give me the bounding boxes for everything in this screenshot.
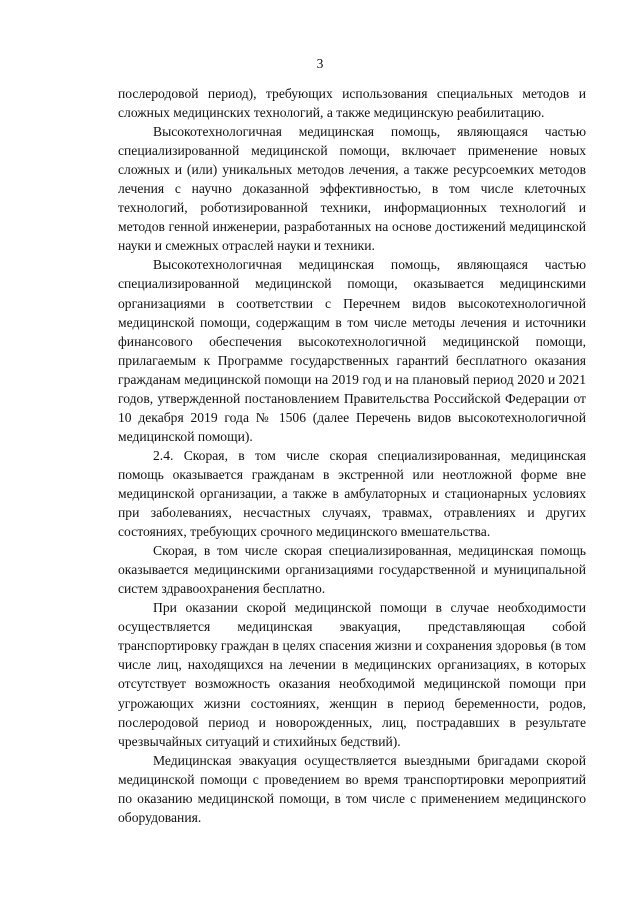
- paragraph-evacuation-teams: Медицинская эвакуация осуществляется выездными бригадами скорой медицинской помощи с проведением во время транспортировки мероприятий по оказанию медицинской помощи, в том числе с применением медицинского оборудования.: [118, 752, 586, 825]
- paragraph-emergency-free: Скорая, в том числе скорая специализированная, медицинская помощь оказывается медицинскими организациями государственной и муниципальной систем здравоохранения бесплатно.: [118, 543, 586, 597]
- paragraph-medical-evacuation: При оказании скорой медицинской помощи в случае необходимости осуществляется медицинская эвакуация, представляющая собой транспортировку граждан в целях спасения жизни и сохранения здоровья (в том числе лиц, находящихся на лечении в медицинских организациях, в которых отсутствует возможность оказания необходимой медицинской помощи при угрожающих жизни состояниях, женщин в период беременности, родов, послеродовой период и новорожденных, лиц, пострадавших в результате чрезвычайных ситуаций и стихийных бедствий).: [118, 600, 586, 749]
- paragraph-emergency-care: 2.4. Скорая, в том числе скорая специализированная, медицинская помощь оказывается гражданам в экстренной или неотложной форме вне медицинской организации, а также в амбулаторных и стационарных условиях при заболеваниях, несчастных случаях, травмах, отравлениях и других состояниях, требующих срочного медицинского вмешательства.: [118, 447, 586, 540]
- paragraph-high-tech-definition: Высокотехнологичная медицинская помощь, являющаяся частью специализированной медицинской помощи, включает применение новых сложных и (или) уникальных методов лечения, а также ресурсоемких методов лечения с научно доказанной эффективностью, в том числе клеточных технологий, роботизированной техники, информационных технологий и методов генной инженерии, разработанных на основе достижений медицинской науки и смежных отраслей науки и техники.: [118, 124, 586, 254]
- page-number: 3: [316, 56, 324, 71]
- paragraph-continuation: послеродовой период), требующих использования специальных методов и сложных медицинских технологий, а также медицинскую реабилитацию.: [118, 86, 586, 121]
- document-body: [118, 84, 586, 827]
- paragraph-high-tech-provision: Высокотехнологичная медицинская помощь, являющаяся частью специализированной медицинской помощи, оказывается медицинскими организациями в соответствии с Перечнем видов высокотехнологичной медицинской помощи, содержащим в том числе методы лечения и источники финансового обеспечения высокотехнологичной медицинской помощи, прилагаемым к Программе государственных гарантий бесплатного оказания гражданам медицинской помощи на 2019 год и на плановый период 2020 и 2021 годов, утвержденной постановлением Правительства Российской Федерации от 10 декабря 2019 года № 1506 (далее Перечень видов высокотехнологичной медицинской помощи).: [118, 257, 586, 444]
